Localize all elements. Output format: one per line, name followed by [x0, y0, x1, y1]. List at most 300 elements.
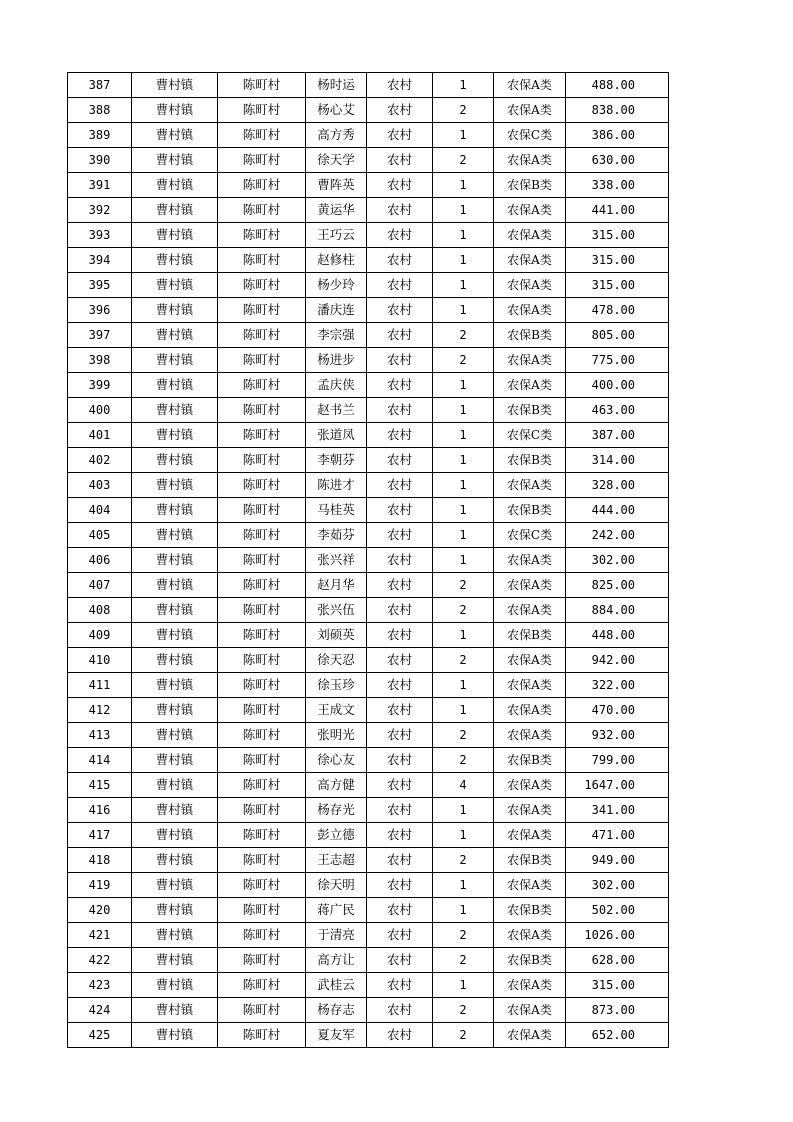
- cell-amount: 242.00: [566, 523, 669, 548]
- cell-household-type: 农村: [367, 298, 433, 323]
- cell-name: 李茹芬: [306, 523, 367, 548]
- table-row: [68, 373, 669, 398]
- cell-name: 刘硕英: [306, 623, 367, 648]
- cell-amount: 400.00: [566, 373, 669, 398]
- cell-name: 马桂英: [306, 498, 367, 523]
- table-row: [68, 773, 669, 798]
- cell-member-count: 1: [433, 123, 494, 148]
- cell-village: 陈町村: [218, 723, 306, 748]
- cell-name: 孟庆侠: [306, 373, 367, 398]
- cell-name: 徐心友: [306, 748, 367, 773]
- cell-household-type: 农村: [367, 1023, 433, 1048]
- cell-household-type: 农村: [367, 448, 433, 473]
- cell-name: 杨存光: [306, 798, 367, 823]
- table-row: [68, 273, 669, 298]
- cell-name: 杨时运: [306, 73, 367, 98]
- cell-row-number: 408: [68, 598, 132, 623]
- cell-row-number: 400: [68, 398, 132, 423]
- cell-row-number: 421: [68, 923, 132, 948]
- table-row: [68, 173, 669, 198]
- cell-amount: 387.00: [566, 423, 669, 448]
- cell-town: 曹村镇: [132, 548, 218, 573]
- cell-member-count: 2: [433, 98, 494, 123]
- cell-household-type: 农村: [367, 848, 433, 873]
- table-row: [68, 223, 669, 248]
- cell-amount: 315.00: [566, 273, 669, 298]
- cell-amount: 799.00: [566, 748, 669, 773]
- cell-town: 曹村镇: [132, 598, 218, 623]
- cell-name: 李朝芬: [306, 448, 367, 473]
- cell-insurance-category: 农保A类: [494, 823, 566, 848]
- cell-amount: 825.00: [566, 573, 669, 598]
- cell-member-count: 1: [433, 173, 494, 198]
- cell-insurance-category: 农保A类: [494, 273, 566, 298]
- cell-insurance-category: 农保B类: [494, 398, 566, 423]
- cell-insurance-category: 农保A类: [494, 973, 566, 998]
- cell-town: 曹村镇: [132, 873, 218, 898]
- cell-village: 陈町村: [218, 873, 306, 898]
- records-table-container: [67, 72, 668, 1048]
- cell-insurance-category: 农保A类: [494, 73, 566, 98]
- cell-household-type: 农村: [367, 798, 433, 823]
- cell-row-number: 404: [68, 498, 132, 523]
- cell-insurance-category: 农保A类: [494, 998, 566, 1023]
- cell-row-number: 417: [68, 823, 132, 848]
- cell-member-count: 1: [433, 673, 494, 698]
- cell-insurance-category: 农保A类: [494, 298, 566, 323]
- cell-member-count: 1: [433, 823, 494, 848]
- cell-town: 曹村镇: [132, 298, 218, 323]
- cell-member-count: 2: [433, 598, 494, 623]
- cell-row-number: 416: [68, 798, 132, 823]
- cell-amount: 315.00: [566, 248, 669, 273]
- cell-amount: 386.00: [566, 123, 669, 148]
- table-row: [68, 898, 669, 923]
- cell-insurance-category: 农保A类: [494, 348, 566, 373]
- cell-row-number: 411: [68, 673, 132, 698]
- cell-insurance-category: 农保A类: [494, 698, 566, 723]
- cell-amount: 314.00: [566, 448, 669, 473]
- cell-name: 高方健: [306, 773, 367, 798]
- cell-member-count: 2: [433, 1023, 494, 1048]
- cell-household-type: 农村: [367, 73, 433, 98]
- table-row: [68, 623, 669, 648]
- cell-amount: 1026.00: [566, 923, 669, 948]
- cell-name: 高方让: [306, 948, 367, 973]
- cell-household-type: 农村: [367, 773, 433, 798]
- cell-village: 陈町村: [218, 998, 306, 1023]
- cell-row-number: 388: [68, 98, 132, 123]
- cell-amount: 315.00: [566, 973, 669, 998]
- cell-amount: 341.00: [566, 798, 669, 823]
- records-table: [67, 72, 669, 1048]
- cell-village: 陈町村: [218, 273, 306, 298]
- cell-household-type: 农村: [367, 123, 433, 148]
- cell-name: 徐天明: [306, 873, 367, 898]
- cell-household-type: 农村: [367, 198, 433, 223]
- cell-town: 曹村镇: [132, 273, 218, 298]
- cell-town: 曹村镇: [132, 898, 218, 923]
- table-row: [68, 148, 669, 173]
- cell-household-type: 农村: [367, 873, 433, 898]
- cell-village: 陈町村: [218, 798, 306, 823]
- cell-name: 赵书兰: [306, 398, 367, 423]
- cell-village: 陈町村: [218, 223, 306, 248]
- cell-village: 陈町村: [218, 123, 306, 148]
- cell-insurance-category: 农保A类: [494, 873, 566, 898]
- table-row: [68, 498, 669, 523]
- cell-town: 曹村镇: [132, 398, 218, 423]
- cell-household-type: 农村: [367, 898, 433, 923]
- cell-town: 曹村镇: [132, 448, 218, 473]
- cell-amount: 328.00: [566, 473, 669, 498]
- cell-village: 陈町村: [218, 198, 306, 223]
- table-row: [68, 998, 669, 1023]
- cell-member-count: 2: [433, 923, 494, 948]
- cell-insurance-category: 农保C类: [494, 123, 566, 148]
- cell-member-count: 1: [433, 398, 494, 423]
- table-row: [68, 198, 669, 223]
- table-row: [68, 448, 669, 473]
- cell-household-type: 农村: [367, 523, 433, 548]
- cell-town: 曹村镇: [132, 698, 218, 723]
- cell-amount: 302.00: [566, 873, 669, 898]
- cell-amount: 471.00: [566, 823, 669, 848]
- table-row: [68, 523, 669, 548]
- cell-name: 黄运华: [306, 198, 367, 223]
- cell-insurance-category: 农保B类: [494, 498, 566, 523]
- cell-name: 王成文: [306, 698, 367, 723]
- cell-amount: 488.00: [566, 73, 669, 98]
- cell-name: 张道凤: [306, 423, 367, 448]
- cell-town: 曹村镇: [132, 998, 218, 1023]
- cell-insurance-category: 农保A类: [494, 373, 566, 398]
- cell-name: 高方秀: [306, 123, 367, 148]
- cell-insurance-category: 农保B类: [494, 323, 566, 348]
- cell-member-count: 1: [433, 473, 494, 498]
- cell-row-number: 392: [68, 198, 132, 223]
- cell-member-count: 2: [433, 748, 494, 773]
- cell-amount: 932.00: [566, 723, 669, 748]
- cell-member-count: 1: [433, 273, 494, 298]
- table-row: [68, 798, 669, 823]
- cell-town: 曹村镇: [132, 648, 218, 673]
- cell-member-count: 1: [433, 873, 494, 898]
- cell-insurance-category: 农保A类: [494, 773, 566, 798]
- cell-member-count: 1: [433, 448, 494, 473]
- cell-name: 陈进才: [306, 473, 367, 498]
- cell-insurance-category: 农保A类: [494, 148, 566, 173]
- cell-row-number: 401: [68, 423, 132, 448]
- table-row: [68, 723, 669, 748]
- cell-insurance-category: 农保A类: [494, 798, 566, 823]
- cell-row-number: 410: [68, 648, 132, 673]
- cell-village: 陈町村: [218, 473, 306, 498]
- cell-name: 杨进步: [306, 348, 367, 373]
- cell-village: 陈町村: [218, 373, 306, 398]
- table-row: [68, 1023, 669, 1048]
- cell-household-type: 农村: [367, 148, 433, 173]
- cell-member-count: 2: [433, 848, 494, 873]
- table-row: [68, 248, 669, 273]
- cell-household-type: 农村: [367, 748, 433, 773]
- cell-member-count: 1: [433, 248, 494, 273]
- table-row: [68, 398, 669, 423]
- cell-town: 曹村镇: [132, 523, 218, 548]
- cell-insurance-category: 农保B类: [494, 848, 566, 873]
- cell-member-count: 1: [433, 298, 494, 323]
- cell-amount: 478.00: [566, 298, 669, 323]
- cell-amount: 338.00: [566, 173, 669, 198]
- cell-name: 张兴祥: [306, 548, 367, 573]
- cell-insurance-category: 农保A类: [494, 473, 566, 498]
- cell-row-number: 418: [68, 848, 132, 873]
- cell-household-type: 农村: [367, 723, 433, 748]
- cell-town: 曹村镇: [132, 973, 218, 998]
- cell-insurance-category: 农保C类: [494, 423, 566, 448]
- cell-insurance-category: 农保B类: [494, 748, 566, 773]
- cell-amount: 444.00: [566, 498, 669, 523]
- table-row: [68, 948, 669, 973]
- cell-name: 杨心艾: [306, 98, 367, 123]
- table-row: [68, 548, 669, 573]
- cell-row-number: 422: [68, 948, 132, 973]
- cell-village: 陈町村: [218, 823, 306, 848]
- cell-town: 曹村镇: [132, 123, 218, 148]
- cell-household-type: 农村: [367, 948, 433, 973]
- cell-town: 曹村镇: [132, 73, 218, 98]
- cell-member-count: 1: [433, 223, 494, 248]
- cell-town: 曹村镇: [132, 773, 218, 798]
- table-row: [68, 648, 669, 673]
- cell-name: 张兴伍: [306, 598, 367, 623]
- cell-row-number: 412: [68, 698, 132, 723]
- cell-household-type: 农村: [367, 973, 433, 998]
- cell-insurance-category: 农保A类: [494, 548, 566, 573]
- cell-row-number: 425: [68, 1023, 132, 1048]
- cell-member-count: 2: [433, 323, 494, 348]
- cell-row-number: 394: [68, 248, 132, 273]
- cell-insurance-category: 农保A类: [494, 723, 566, 748]
- cell-village: 陈町村: [218, 623, 306, 648]
- cell-member-count: 1: [433, 973, 494, 998]
- cell-amount: 628.00: [566, 948, 669, 973]
- cell-village: 陈町村: [218, 948, 306, 973]
- cell-village: 陈町村: [218, 923, 306, 948]
- cell-village: 陈町村: [218, 698, 306, 723]
- cell-row-number: 424: [68, 998, 132, 1023]
- cell-row-number: 403: [68, 473, 132, 498]
- cell-household-type: 农村: [367, 223, 433, 248]
- cell-name: 武桂云: [306, 973, 367, 998]
- cell-amount: 448.00: [566, 623, 669, 648]
- cell-member-count: 2: [433, 998, 494, 1023]
- cell-name: 彭立德: [306, 823, 367, 848]
- cell-row-number: 399: [68, 373, 132, 398]
- cell-name: 于清亮: [306, 923, 367, 948]
- cell-row-number: 413: [68, 723, 132, 748]
- cell-household-type: 农村: [367, 373, 433, 398]
- cell-name: 徐玉珍: [306, 673, 367, 698]
- cell-insurance-category: 农保A类: [494, 923, 566, 948]
- records-table-body: [68, 73, 669, 1048]
- cell-village: 陈町村: [218, 423, 306, 448]
- table-row: [68, 823, 669, 848]
- cell-household-type: 农村: [367, 498, 433, 523]
- cell-village: 陈町村: [218, 898, 306, 923]
- table-row: [68, 298, 669, 323]
- cell-amount: 652.00: [566, 1023, 669, 1048]
- cell-amount: 942.00: [566, 648, 669, 673]
- cell-town: 曹村镇: [132, 323, 218, 348]
- cell-name: 徐天忍: [306, 648, 367, 673]
- cell-insurance-category: 农保B类: [494, 623, 566, 648]
- cell-row-number: 402: [68, 448, 132, 473]
- cell-member-count: 2: [433, 648, 494, 673]
- cell-household-type: 农村: [367, 598, 433, 623]
- cell-row-number: 420: [68, 898, 132, 923]
- cell-household-type: 农村: [367, 998, 433, 1023]
- cell-name: 夏友军: [306, 1023, 367, 1048]
- cell-insurance-category: 农保A类: [494, 673, 566, 698]
- cell-amount: 470.00: [566, 698, 669, 723]
- cell-village: 陈町村: [218, 173, 306, 198]
- table-row: [68, 73, 669, 98]
- cell-household-type: 农村: [367, 673, 433, 698]
- cell-household-type: 农村: [367, 398, 433, 423]
- table-row: [68, 673, 669, 698]
- cell-row-number: 414: [68, 748, 132, 773]
- cell-amount: 775.00: [566, 348, 669, 373]
- cell-member-count: 2: [433, 573, 494, 598]
- cell-member-count: 4: [433, 773, 494, 798]
- cell-name: 张明光: [306, 723, 367, 748]
- cell-amount: 630.00: [566, 148, 669, 173]
- cell-insurance-category: 农保A类: [494, 1023, 566, 1048]
- cell-household-type: 农村: [367, 648, 433, 673]
- cell-village: 陈町村: [218, 448, 306, 473]
- table-row: [68, 323, 669, 348]
- cell-insurance-category: 农保A类: [494, 98, 566, 123]
- table-row: [68, 873, 669, 898]
- cell-row-number: 396: [68, 298, 132, 323]
- cell-insurance-category: 农保B类: [494, 898, 566, 923]
- cell-town: 曹村镇: [132, 148, 218, 173]
- cell-name: 赵修柱: [306, 248, 367, 273]
- cell-amount: 302.00: [566, 548, 669, 573]
- cell-amount: 873.00: [566, 998, 669, 1023]
- cell-row-number: 409: [68, 623, 132, 648]
- cell-member-count: 2: [433, 723, 494, 748]
- cell-amount: 1647.00: [566, 773, 669, 798]
- cell-member-count: 1: [433, 623, 494, 648]
- table-row: [68, 848, 669, 873]
- cell-insurance-category: 农保A类: [494, 573, 566, 598]
- cell-village: 陈町村: [218, 523, 306, 548]
- cell-name: 杨少玲: [306, 273, 367, 298]
- cell-town: 曹村镇: [132, 848, 218, 873]
- cell-town: 曹村镇: [132, 248, 218, 273]
- cell-name: 潘庆连: [306, 298, 367, 323]
- cell-village: 陈町村: [218, 1023, 306, 1048]
- cell-village: 陈町村: [218, 548, 306, 573]
- cell-village: 陈町村: [218, 248, 306, 273]
- cell-town: 曹村镇: [132, 423, 218, 448]
- cell-member-count: 2: [433, 348, 494, 373]
- cell-insurance-category: 农保A类: [494, 223, 566, 248]
- cell-town: 曹村镇: [132, 573, 218, 598]
- cell-village: 陈町村: [218, 148, 306, 173]
- cell-name: 李宗强: [306, 323, 367, 348]
- cell-village: 陈町村: [218, 773, 306, 798]
- cell-town: 曹村镇: [132, 373, 218, 398]
- cell-village: 陈町村: [218, 498, 306, 523]
- cell-household-type: 农村: [367, 348, 433, 373]
- cell-name: 曹阵英: [306, 173, 367, 198]
- cell-amount: 949.00: [566, 848, 669, 873]
- cell-amount: 322.00: [566, 673, 669, 698]
- cell-insurance-category: 农保A类: [494, 198, 566, 223]
- cell-amount: 838.00: [566, 98, 669, 123]
- cell-row-number: 405: [68, 523, 132, 548]
- cell-name: 王志超: [306, 848, 367, 873]
- cell-village: 陈町村: [218, 348, 306, 373]
- cell-name: 赵月华: [306, 573, 367, 598]
- table-row: [68, 748, 669, 773]
- cell-member-count: 1: [433, 523, 494, 548]
- cell-town: 曹村镇: [132, 473, 218, 498]
- cell-household-type: 农村: [367, 823, 433, 848]
- cell-village: 陈町村: [218, 648, 306, 673]
- cell-household-type: 农村: [367, 173, 433, 198]
- cell-household-type: 农村: [367, 623, 433, 648]
- cell-town: 曹村镇: [132, 198, 218, 223]
- cell-household-type: 农村: [367, 273, 433, 298]
- cell-town: 曹村镇: [132, 823, 218, 848]
- cell-insurance-category: 农保B类: [494, 948, 566, 973]
- cell-village: 陈町村: [218, 848, 306, 873]
- cell-row-number: 406: [68, 548, 132, 573]
- cell-town: 曹村镇: [132, 673, 218, 698]
- cell-village: 陈町村: [218, 73, 306, 98]
- cell-insurance-category: 农保A类: [494, 648, 566, 673]
- cell-row-number: 415: [68, 773, 132, 798]
- cell-insurance-category: 农保C类: [494, 523, 566, 548]
- cell-household-type: 农村: [367, 423, 433, 448]
- cell-amount: 315.00: [566, 223, 669, 248]
- cell-insurance-category: 农保A类: [494, 598, 566, 623]
- table-row: [68, 423, 669, 448]
- cell-household-type: 农村: [367, 698, 433, 723]
- cell-name: 杨存志: [306, 998, 367, 1023]
- cell-insurance-category: 农保B类: [494, 448, 566, 473]
- cell-row-number: 391: [68, 173, 132, 198]
- cell-town: 曹村镇: [132, 923, 218, 948]
- cell-name: 蒋广民: [306, 898, 367, 923]
- cell-row-number: 390: [68, 148, 132, 173]
- cell-insurance-category: 农保A类: [494, 248, 566, 273]
- cell-household-type: 农村: [367, 548, 433, 573]
- cell-town: 曹村镇: [132, 948, 218, 973]
- table-row: [68, 123, 669, 148]
- cell-household-type: 农村: [367, 248, 433, 273]
- cell-member-count: 1: [433, 548, 494, 573]
- cell-household-type: 农村: [367, 323, 433, 348]
- cell-village: 陈町村: [218, 298, 306, 323]
- cell-member-count: 2: [433, 148, 494, 173]
- table-row: [68, 598, 669, 623]
- cell-village: 陈町村: [218, 673, 306, 698]
